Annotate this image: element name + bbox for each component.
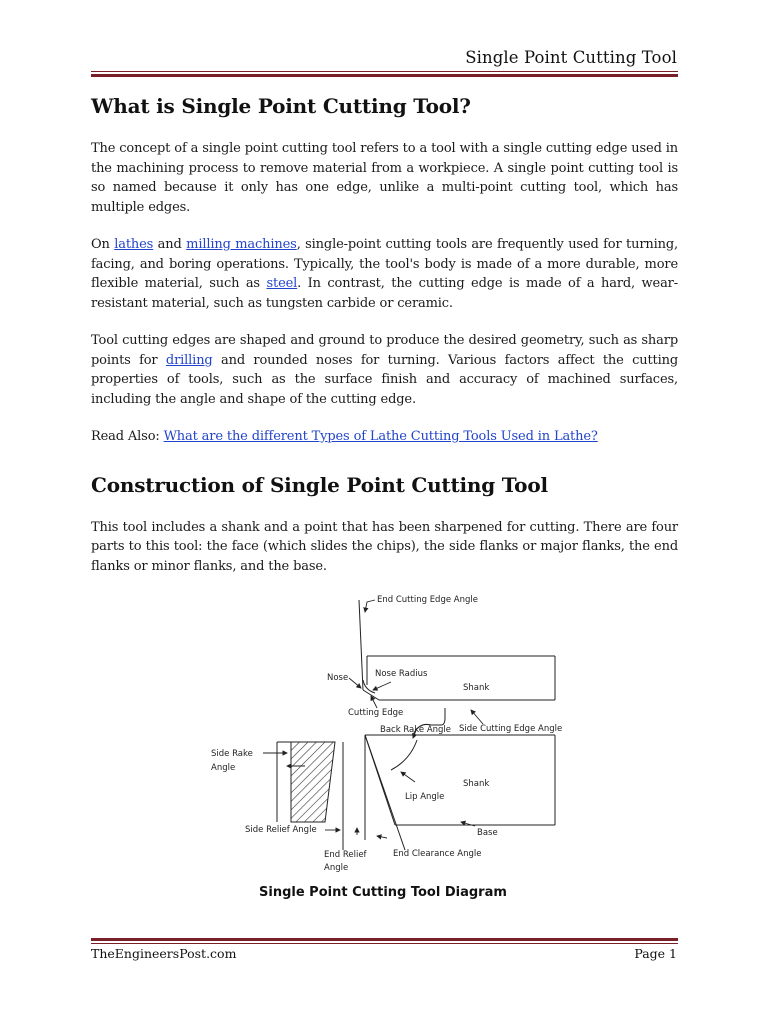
paragraph-construction: This tool includes a shank and a point that has been sharpened for cutting. There are four parts to this tool: the face (which slides the chips), the side flanks or major flanks, the end flanks or minor flanks, and the base. <box>91 519 678 574</box>
text-run: On <box>91 237 115 252</box>
footer-rule-thick <box>91 938 678 941</box>
link-lathes[interactable]: lathes <box>114 237 154 252</box>
label-cutting-edge: Cutting Edge <box>348 708 404 718</box>
link-drilling[interactable]: drilling <box>165 352 213 368</box>
text-run: , single-point cutting tools are frequently used for turning, facing, and boring operations. Typically, the tool's body is made of a more durable, more flexible material, such as <box>91 237 678 291</box>
label-shank-bottom: Shank <box>463 779 490 789</box>
label-side-rake-angle: Angle <box>211 763 236 773</box>
read-also-line <box>91 427 678 447</box>
label-end-relief-angle: Angle <box>324 863 349 873</box>
page-content <box>91 86 678 576</box>
label-end-cutting-edge-angle: End Cutting Edge Angle <box>377 595 478 605</box>
footer-page-number: Page 1 <box>634 946 677 961</box>
figure-caption: Single Point Cutting Tool Diagram <box>259 885 507 900</box>
read-also-label: Read Also: <box>91 429 164 444</box>
section-heading-what-is: What is Single Point Cutting Tool? <box>91 94 471 118</box>
footer-rule-thin <box>91 943 678 944</box>
label-end-clearance-angle: End Clearance Angle <box>393 849 482 859</box>
label-nose-radius: Nose Radius <box>375 669 428 679</box>
link-lathe-cutting-tools[interactable]: What are the different Types of Lathe Cutting Tools Used in Lathe? <box>163 429 598 444</box>
label-side-relief-angle: Side Relief Angle <box>245 825 317 835</box>
tool-diagram-figure <box>205 590 575 910</box>
link-steel[interactable]: steel <box>266 276 298 291</box>
tool-diagram <box>205 590 575 910</box>
paragraph-intro: The concept of a single point cutting tool refers to a tool with a single cutting edge used in the machining process to remove material from a workpiece. A single point cutting tool is so named because it only has one edge, unlike a multi-point cutting tool, which has multiple edges. <box>91 141 678 215</box>
label-nose: Nose <box>327 673 349 683</box>
top-view <box>359 600 555 700</box>
link-milling-machines[interactable]: milling machines <box>186 237 297 252</box>
label-base: Base <box>477 828 498 838</box>
text-run: . In contrast, the cutting edge is made of a hard, wear-resistant material, such as tungsten carbide or ceramic. <box>91 276 678 311</box>
footer-site: TheEngineersPost.com <box>91 946 237 961</box>
running-header: Single Point Cutting Tool <box>465 48 677 67</box>
header-rule-thick <box>91 74 678 77</box>
section-heading-construction: Construction of Single Point Cutting Tool <box>91 472 548 497</box>
label-end-relief: End Relief <box>324 850 367 860</box>
text-run: Tool cutting edges are shaped and ground to produce the desired geometry, such as sharp points for <box>91 333 678 368</box>
label-lip-angle: Lip Angle <box>405 792 445 802</box>
label-side-cutting-edge-angle: Side Cutting Edge Angle <box>459 724 563 734</box>
label-shank-top: Shank <box>463 683 490 693</box>
text-run: and rounded noses for turning. Various factors affect the cutting properties of tools, such as the surface finish and accuracy of machined surfaces, including the angle and shape of the cutting edge. <box>91 352 678 407</box>
label-back-rake-angle: Back Rake Angle <box>380 725 452 735</box>
paragraph-lathes <box>91 235 678 313</box>
header-rule-thin <box>91 71 678 72</box>
paragraph-cutting-edges <box>91 331 678 409</box>
label-side-rake: Side Rake <box>211 749 253 759</box>
text-run: and <box>153 237 187 252</box>
